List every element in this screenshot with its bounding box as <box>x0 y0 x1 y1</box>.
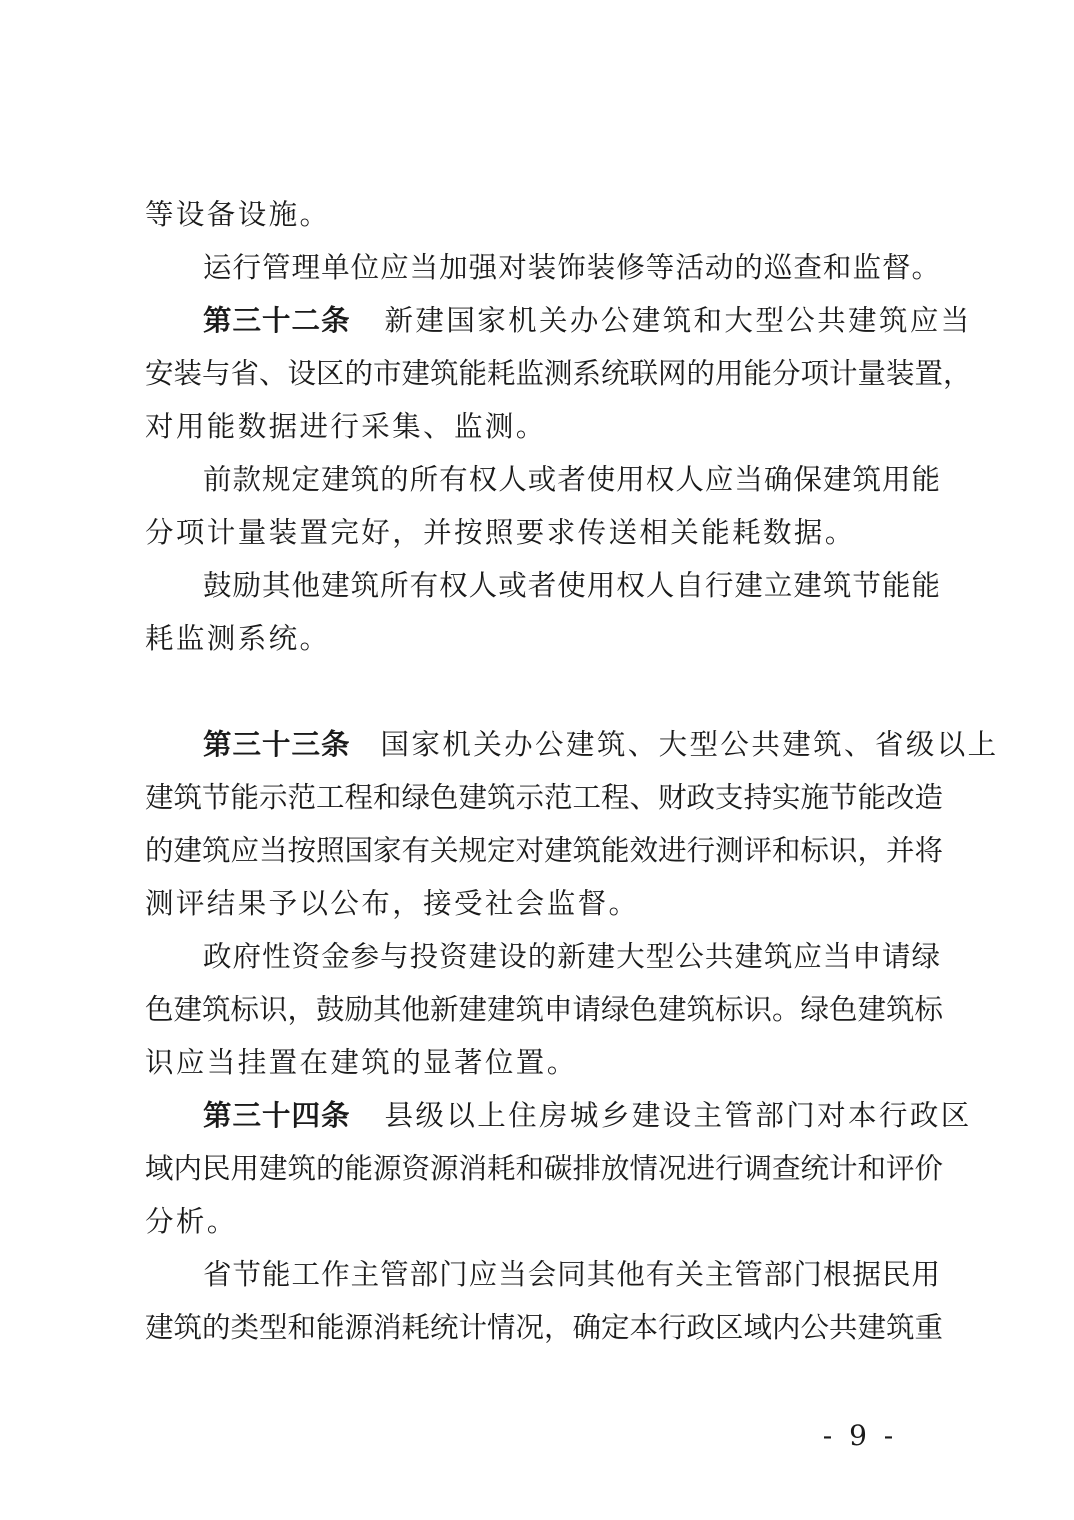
text-run: 耗监测系统。 <box>145 622 331 655</box>
body-text-line <box>203 248 940 288</box>
body-text-line <box>145 1149 944 1189</box>
text-run: 识应当挂置在建筑的显著位置。 <box>145 1046 578 1079</box>
body-text-line <box>203 1255 940 1295</box>
text-run: 等设备设施。 <box>145 198 331 231</box>
body-text-line <box>145 1202 940 1242</box>
text-run: 新建国家机关办公建筑和大型公共建筑应当 <box>384 304 972 337</box>
text-run: 对用能数据进行采集、监测。 <box>145 410 547 443</box>
text-run: 分析。 <box>145 1205 238 1238</box>
article-number: 第三十四条 <box>203 1099 351 1132</box>
body-text-line <box>203 566 940 606</box>
article-heading-line <box>203 301 972 341</box>
body-text-line <box>145 778 944 818</box>
text-run: 省节能工作主管部门应当会同其他有关主管部门根据民用 <box>203 1258 940 1291</box>
article-number: 第三十三条 <box>203 728 351 761</box>
text-run: 建筑的类型和能源消耗统计情况，确定本行政区域内公共建筑重 <box>145 1311 944 1344</box>
text-run: 的建筑应当按照国家有关规定对建筑能效进行测评和标识，并将 <box>145 834 944 867</box>
text-run: 测评结果予以公布，接受社会监督。 <box>145 887 640 920</box>
body-text-line <box>145 619 940 659</box>
text-run: 县级以上住房城乡建设主管部门对本行政区 <box>384 1099 972 1132</box>
body-text-line <box>145 1308 944 1348</box>
body-text-line <box>145 831 944 871</box>
text-run: 安装与省、设区的市建筑能耗监测系统联网的用能分项计量装置， <box>145 357 972 390</box>
text-run: 色建筑标识，鼓励其他新建建筑申请绿色建筑标识。绿色建筑标 <box>145 993 944 1026</box>
text-run: 域内民用建筑的能源资源消耗和碳排放情况进行调查统计和评价 <box>145 1152 944 1185</box>
article-heading-line <box>203 725 999 765</box>
body-text-line <box>145 1043 940 1083</box>
body-text-line <box>203 460 940 500</box>
article-number: 第三十二条 <box>203 304 351 337</box>
body-text-line <box>145 195 940 235</box>
body-text-line <box>145 990 944 1030</box>
text-run: 分项计量装置完好，并按照要求传送相关能耗数据。 <box>145 516 856 549</box>
text-run: 运行管理单位应当加强对装饰装修等活动的巡查和监督。 <box>203 251 940 284</box>
body-text-line <box>145 407 940 447</box>
text-run: 鼓励其他建筑所有权人或者使用权人自行建立建筑节能能 <box>203 569 940 602</box>
text-run: 政府性资金参与投资建设的新建大型公共建筑应当申请绿 <box>203 940 940 973</box>
body-text-line <box>203 937 940 977</box>
page-number: - 9 - <box>822 1419 898 1452</box>
body-text-line <box>145 513 940 553</box>
text-run: 建筑节能示范工程和绿色建筑示范工程、财政支持实施节能改造 <box>145 781 944 814</box>
text-run: 国家机关办公建筑、大型公共建筑、省级以上 <box>380 728 999 761</box>
body-text-line <box>145 884 940 924</box>
text-run: 前款规定建筑的所有权人或者使用权人应当确保建筑用能 <box>203 463 940 496</box>
article-heading-line <box>203 1096 972 1136</box>
body-text-line <box>145 354 972 394</box>
